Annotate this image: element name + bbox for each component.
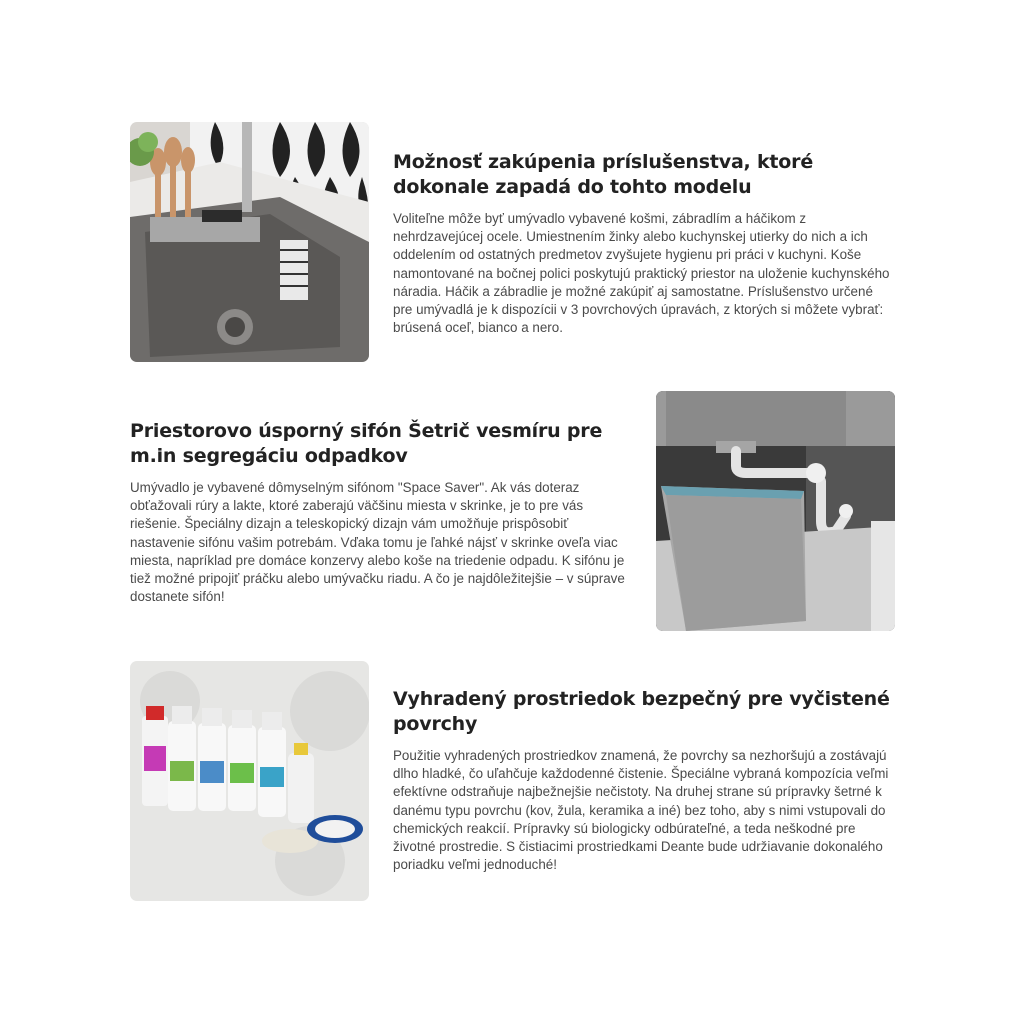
feature-accessories xyxy=(130,122,895,362)
section-title: Priestorovo úsporný sifón Šetrič vesmíru pre m.in segregáciu odpadkov xyxy=(130,420,603,467)
section-body: Voliteľne môže byť umývadlo vybavené košmi, zábradlím a háčikom z nehrdzavejúcej ocele. Umiestnením žinky alebo kuchynskej utierky do nich a ich oddelením od ostatných predmetov zvyšujete hygienu pri práci v kuchyni. Koše namontované na bočnej polici poskytujú praktický priestor na uloženie kuchynského náradia. Háčik a zábradlie je možné zakúpiť aj samostatne. Príslušenstvo určené pre umývadlá je k dispozícii v 3 povrchových úpravách, z ktorých si môžete vybrať: brúsená oceľ, bianco a nero. xyxy=(393,211,890,336)
section-body: Umývadlo je vybavené dômyselným sifónom "Space Saver". Ak vás doteraz obťažovali rúry a lakte, ktoré zaberajú väčšinu miesta v skrinke, je to pre vás riešenie. Špeciálny dizajn a teleskopický dizajn vám umožňuje prispôsobiť nastavenie sifónu vašim potrebám. Vďaka tomu je ľahké nájsť v skrinke oveľa viac miesta, napríklad pre domáce konzervy alebo koše na triedenie odpadu. K sifónu je tiež možné pripojiť práčku alebo umývačku riadu. A čo je najdôležitejšie – v súprave dostanete sifón! xyxy=(130,480,625,605)
feature-siphon xyxy=(130,391,895,631)
section-body: Použitie vyhradených prostriedkov znamená, že povrchy sa nezhoršujú a zostávajú dlho hladké, čo uľahčuje každodenné čistenie. Špeciálne vybraná kompozícia veľmi efektívne odstraňuje najbežnejšie nečistoty. Na druhej strane sú prípravky šetrné k danému typu povrchu (kov, žula, keramika a iné) bez toho, aby s nimi vstupovali do chemických reakcií. Prípravky sú biologicky odbúrateľné, a teda neškodné pre životné prostredie. S čistiacimi prostriedkami Deante bude udržiavanie dokonalého poriadku veľmi jednoduché! xyxy=(393,748,889,873)
section-title: Vyhradený prostriedok bezpečný pre vyčistené povrchy xyxy=(393,688,890,735)
siphon-cabinet-photo xyxy=(656,391,895,631)
feature-text xyxy=(130,419,635,606)
feature-cleaners xyxy=(130,661,895,901)
kitchen-sink-photo xyxy=(130,122,369,362)
feature-text xyxy=(393,150,893,337)
section-title: Možnosť zakúpenia príslušenstva, ktoré dokonale zapadá do tohto modelu xyxy=(393,151,814,198)
cleaning-products-photo xyxy=(130,661,369,901)
feature-text xyxy=(393,687,893,874)
